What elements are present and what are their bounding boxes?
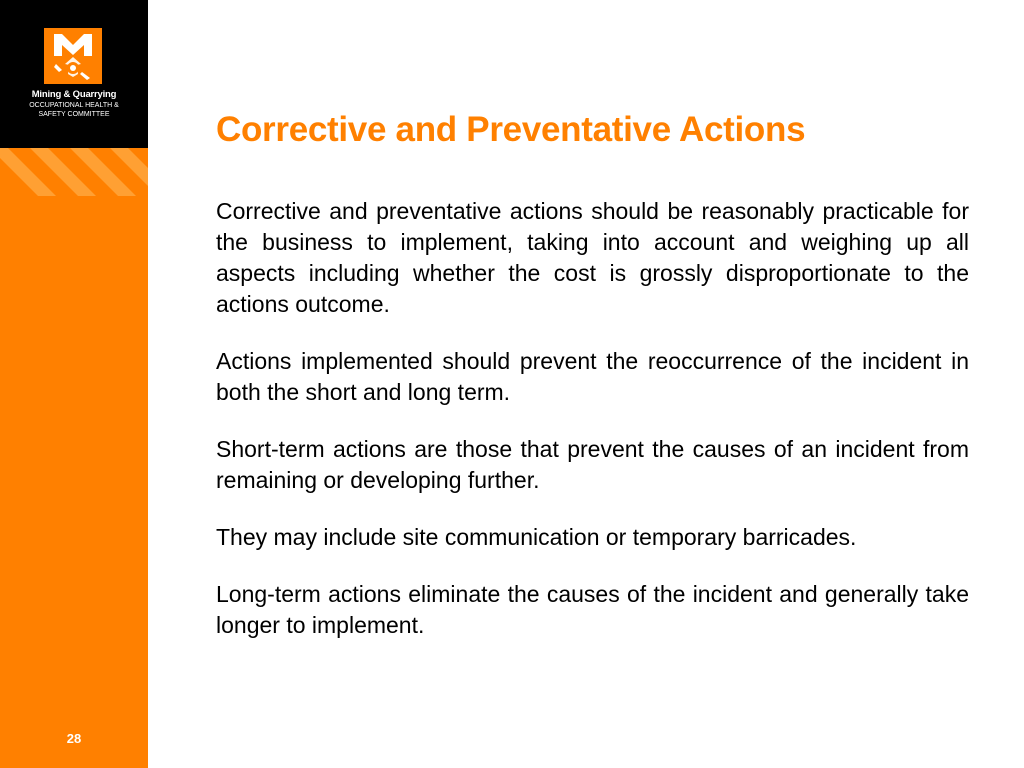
slide-title: Corrective and Preventative Actions — [216, 110, 806, 149]
paragraph: Short-term actions are those that prevent the causes of an incident from remaining or developing further. — [216, 436, 969, 493]
mq-logo-icon — [44, 28, 102, 84]
logo-line-2: OCCUPATIONAL HEALTH & — [29, 102, 119, 109]
slide-body — [216, 196, 969, 667]
paragraph: Actions implemented should prevent the reoccurrence of the incident in both the short and long term. — [216, 348, 969, 405]
sidebar — [0, 0, 148, 768]
paragraph: They may include site communication or temporary barricades. — [216, 524, 857, 550]
logo-text — [0, 89, 148, 119]
page-number: 28 — [66, 731, 82, 746]
paragraph: Corrective and preventative actions should be reasonably practicable for the business to implement, taking into account and weighing up all aspects including whether the cost is grossly disproportionate to the actions outcome. — [216, 198, 969, 317]
logo — [0, 0, 148, 148]
paragraph: Long-term actions eliminate the causes of the incident and generally take longer to implement. — [216, 581, 969, 638]
decorative-stripes — [0, 148, 148, 196]
logo-line-1: Mining & Quarrying — [31, 89, 117, 100]
logo-line-3: SAFETY COMMITTEE — [38, 111, 110, 118]
